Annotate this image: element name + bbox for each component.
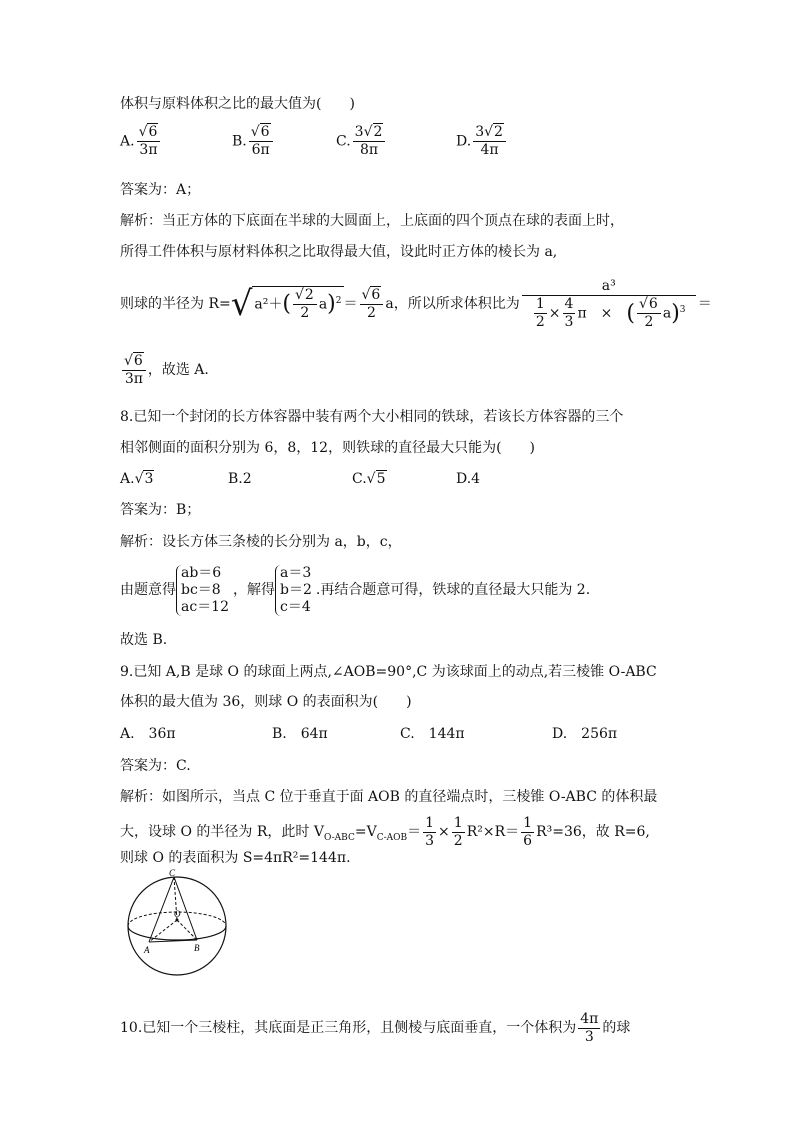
q7-option-b: B. $\frac{√6}{6\pi}$: [232, 124, 275, 159]
q7-option-d: D. $\frac{3√2}{4\pi}$: [456, 124, 508, 159]
q7-option-c: C. $\frac{3√2}{8\pi}$: [336, 124, 387, 159]
q8-stem-line-2: 相邻侧面的面积分别为 6，8，12，则铁球的直径最大只能为( ): [120, 440, 536, 456]
q9-stem-line-1: 9.已知 A,B 是球 O 的球面上两点,∠AOB=90°,C 为该球面上的动点,若三棱锥 O-ABC: [120, 664, 657, 680]
q8-solution-line-1: 解析：设长方体三条棱的长分别为 a，b，c，: [120, 534, 402, 550]
q7-solution-line-4: $\frac{√6}{3\pi}$ ，故选 A.: [124, 352, 209, 387]
q9-solution-line-3: 则球 O 的表面积为 S=4πR²=144π.: [120, 850, 351, 866]
q9-answer: 答案为：C.: [120, 758, 191, 774]
q7-stem-tail: 体积与原料体积之比的最大值为( ): [120, 96, 355, 112]
sphere-figure: [118, 866, 238, 978]
q8-stem-line-1: 8.已知一个封闭的长方体容器中装有两个大小相同的铁球，若该长方体容器的三个: [120, 409, 624, 425]
q9-solution-line-1: 解析：如图所示，当点 C 位于垂直于面 AOB 的直径端点时，三棱锥 O-ABC 的体积最: [120, 789, 658, 805]
q8-option-a: A.√3: [120, 471, 154, 487]
q7-solution-line-2: 所得工件体积与原材料体积之比取得最大值，设此时正方体的棱长为 a,: [120, 244, 558, 260]
q10-stem-line-1: 10.已知一个三棱柱，其底面是正三角形，且侧棱与底面垂直，一个体积为 $\frac{4\pi}{3}$ 的球: [120, 1010, 631, 1045]
q9-solution-line-2: 大，设球 O 的半径为 R，此时 $V_{O-ABC}=V_{C-AOB}=$ $\frac{1}{3}$ × $\frac{1}{2}$ R²×R＝ $\frac{1}{6}$ R³=36，故 R=6,: [120, 814, 650, 849]
q9-option-c: C. 144π: [400, 726, 465, 742]
q8-answer: 答案为：B；: [120, 502, 201, 518]
q8-option-c: C.√5: [352, 471, 386, 487]
q7-answer: 答案为：A；: [120, 182, 201, 198]
q7-option-a: A. $\frac{√6}{3\pi}$: [120, 124, 162, 159]
q9-stem-line-2: 体积的最大值为 36，则球 O 的表面积为( ): [120, 694, 412, 710]
q8-solution-line-3: 故选 B.: [120, 632, 168, 648]
point-b-label: B: [194, 943, 200, 953]
q8-option-b: B.2: [228, 471, 252, 487]
q8-option-d: D.4: [456, 471, 481, 487]
q7-solution-line-1: 解析：当正方体的下底面在半球的大圆面上，上底面的四个顶点在球的表面上时，: [120, 213, 624, 229]
q9-option-b: B. 64π: [272, 726, 328, 742]
q9-option-d: D. 256π: [552, 726, 618, 742]
point-o-label: O: [174, 909, 181, 919]
q8-equation-system-2: a＝3 b＝2 c＝4: [275, 565, 316, 616]
q9-option-a: A. 36π: [120, 726, 176, 742]
point-a-label: A: [144, 945, 150, 955]
q7-solution-line-3: 则球的半径为 R=√ a²＋( $\frac{√2}{2}$ a)$^2$ ＝ $\frac{√6}{2}$ a，所以所求体积比为 a³ $\frac{1}{2}$ × $\frac{4}{3}$ π × ( $\frac{√6}{2}$ a)$^3$ ＝: [120, 277, 712, 330]
q8-solution-line-2: 由题意得 ab＝6 bc＝8 ac＝12 ，解得 a＝3 b＝2 c＝4 .再结合题意可得，铁球的直径最大只能为 2.: [120, 564, 591, 615]
point-c-label: C: [169, 868, 176, 878]
q8-equation-system-1: ab＝6 bc＝8 ac＝12: [176, 565, 233, 616]
